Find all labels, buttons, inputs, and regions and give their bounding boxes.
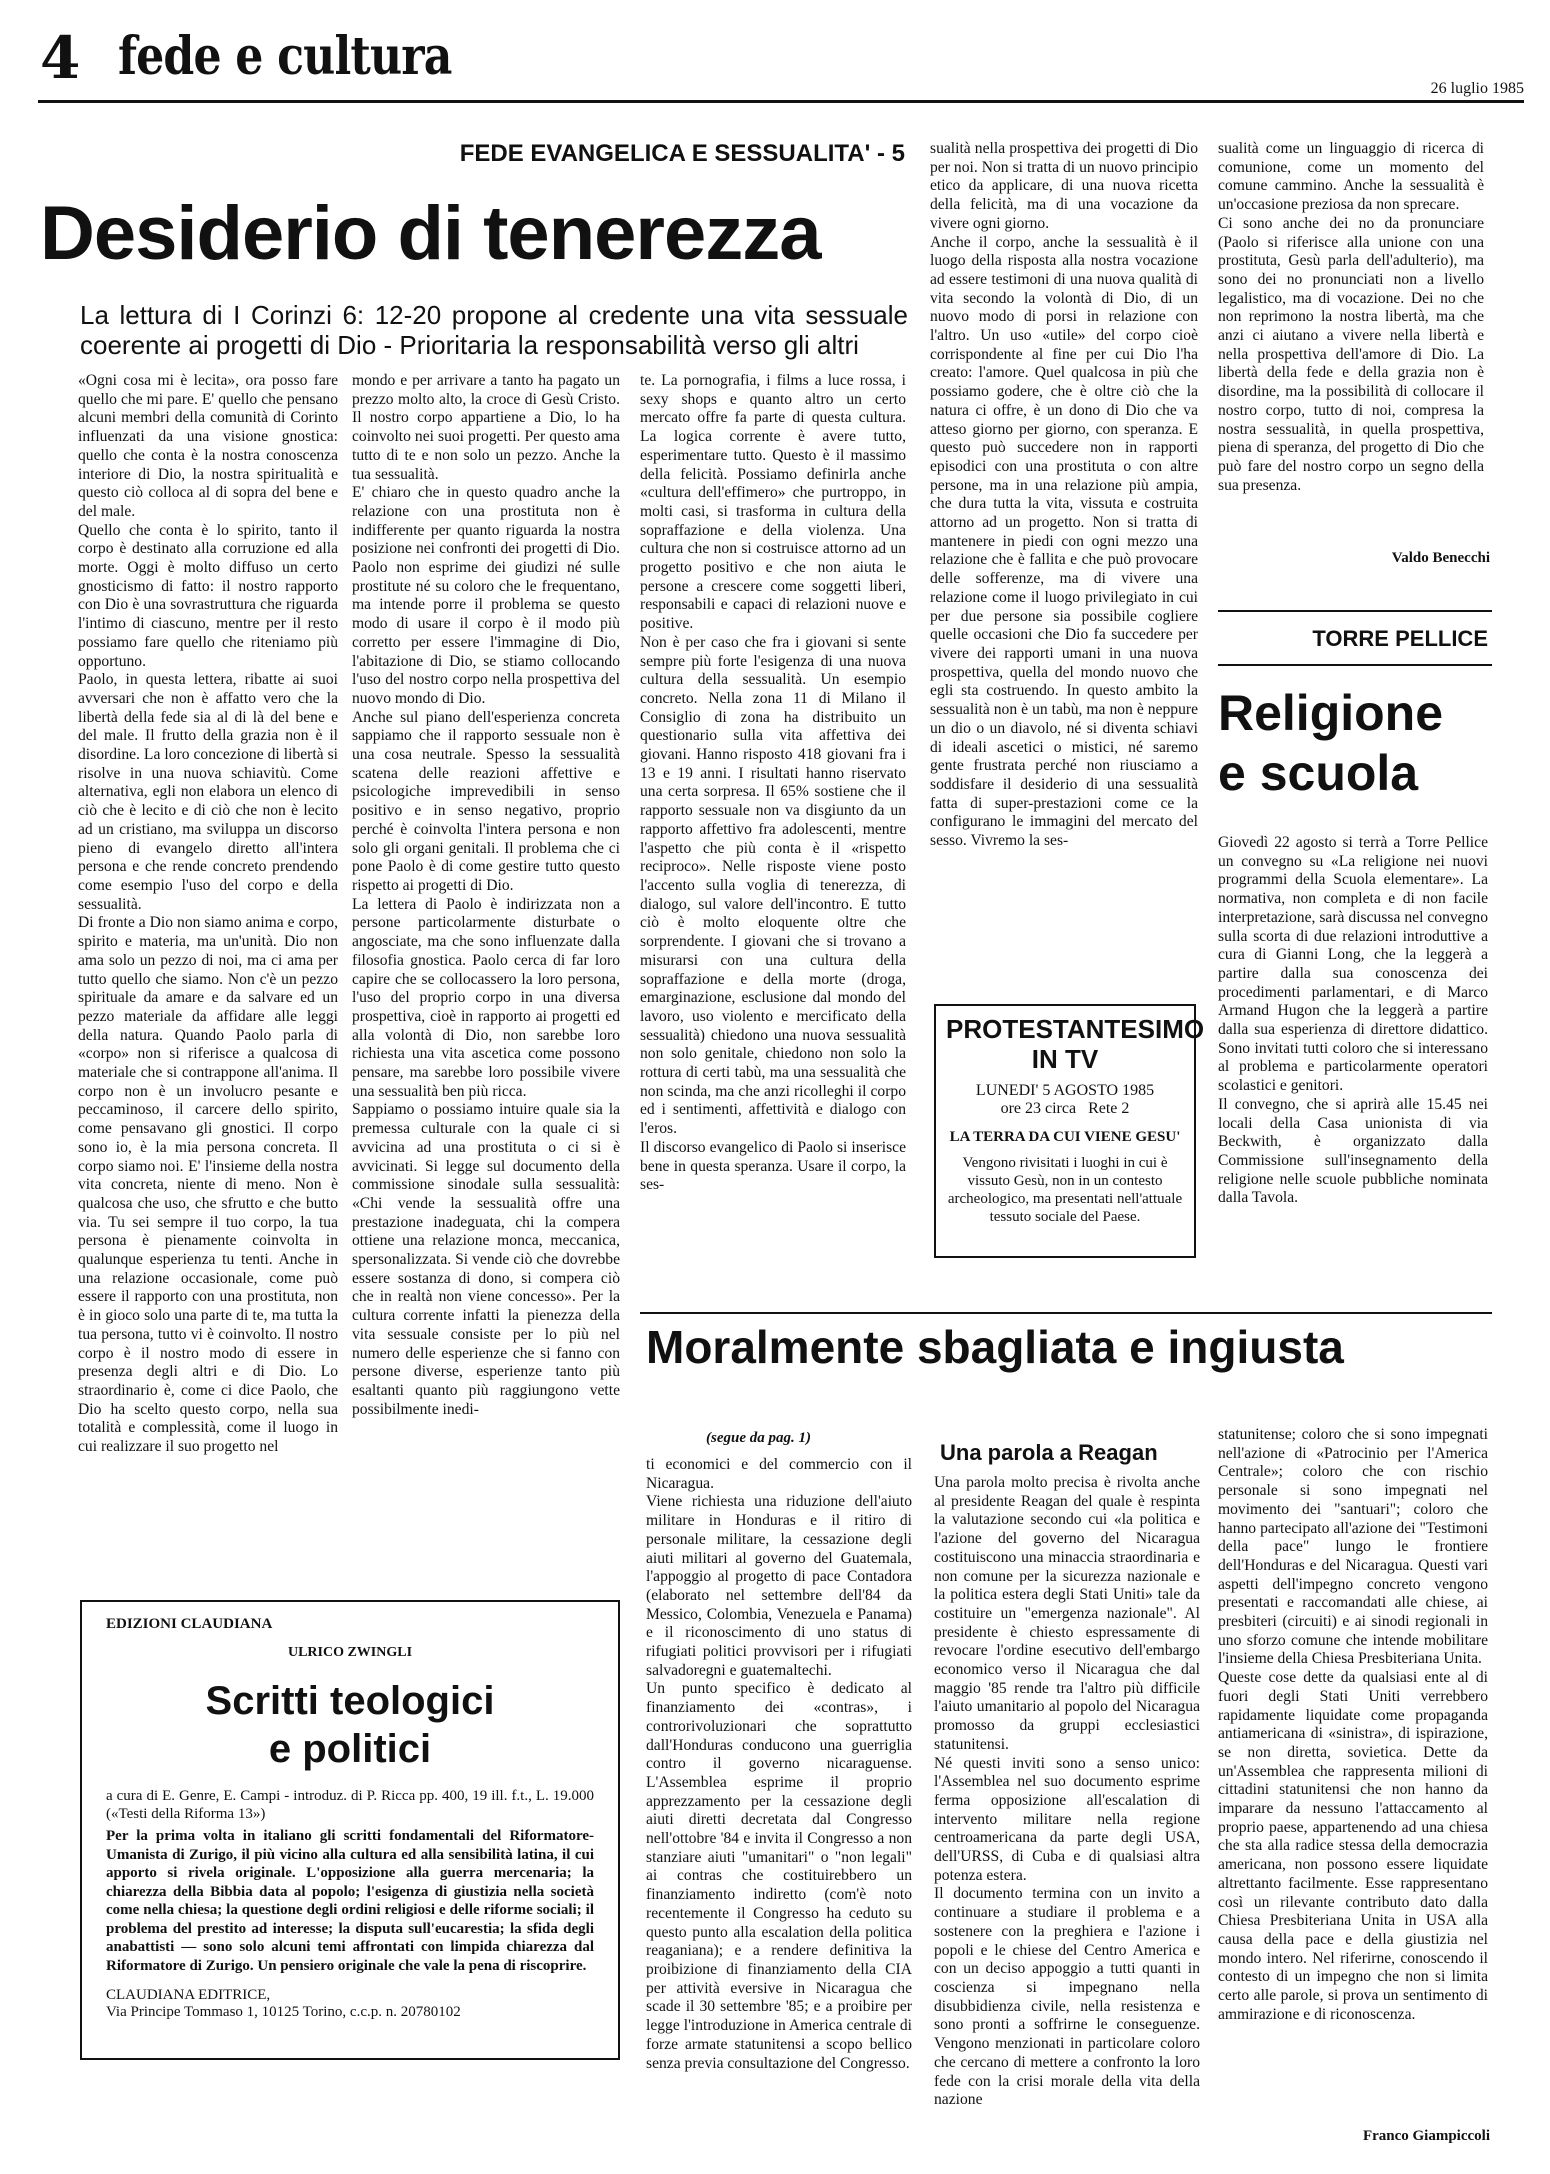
torre-top-rule	[1218, 610, 1492, 612]
article-subtitle: La lettura di I Corinzi 6: 12-20 propone al credente una vita sessuale coerente ai progetti di Dio - Prioritaria la responsabilità verso gli altri	[80, 300, 908, 360]
issue-date: 26 luglio 1985	[1430, 80, 1524, 97]
tv-box	[934, 1004, 1205, 1258]
torre-body-text: Giovedì 22 agosto si terrà a Torre Pellice un convegno su «La religione nei nuovi programmi della Scuola elementare». La normativa, non completa e di non facile interpretazione, sarà discussa nel convegno sulla scorta di due relazioni introduttive a cura di Gianni Long, che la leggerà a partire dalla sua conoscenza dei procedimenti parlamentari, e di Marco Armand Hugon che la leggerà a partire dalla sua esperienza di direttore didattico. Sono invitati tutti coloro che si interessano al problema e particolarmente operatori scolastici e genitori. Il convegno, che si aprirà alle 15.45 nei locali della Casa unionista di via Beckwith, è organizzato dalla Commissione sull'insegnamento della religione nelle scuole pubbliche nominata dalla Tavola.	[1218, 834, 1488, 1207]
tv-schedule-line-1: LUNEDI' 5 AGOSTO 1985	[975, 1082, 1155, 1099]
page-number: 4	[40, 24, 81, 92]
ad-title-line-2: e politici	[268, 1727, 432, 1771]
moral-column-text: statunitense; coloro che si sono impegnati nell'azione di «Patrocinio per l'America Centrale»; coloro che con rischio personale si sono impegnati nel movimento dei "santuari"; coloro che hanno partecipato all'azione dei "Testimoni della pace" lungo le frontiere dell'Honduras e del Nicaragua. Questi vari aspetti dell'impegno concreto vengono presentati e raccomandati alle chiese, ai presbiteri (circuiti) e ai sinodi regionali in uno sforzo comune che intende mobilitare l'insieme della Chiesa Presbiteriana Unita. Queste cose dette da qualsiasi ente al di fuori degli Stati Uniti verrebbero rapidamente liquidate come propaganda antiamericana di «sinistra», di ispirazione, se non diretta, sovietica. Dette da un'Assemblea che rappresenta milioni di cittadini statunitensi che non hanno da imparare da nessuno l'attaccamento al proprio paese, appartenendo ad una chiesa che sta alla radice stessa della democrazia americana, non possono essere liquidate altrettanto facilmente. Esse rappresentano così un rilevante contributo dato dalla Chiesa Presbiteriana Unita in USA alla causa della pace e della giustizia nel mondo intero. Nel riferirne, conoscendo il contesto di un impegno che non si limita certo alle parole, si prova un sentimento di ammirazione e di riconoscenza.	[1218, 1426, 1488, 2023]
moral-column-3	[1218, 1426, 1488, 2126]
article-column-text: sualità come un linguaggio di ricerca di comunione, come un momento del comune cammino. Anche la sessualità è un'occasione preziosa da non sprecare. Ci sono anche dei no da pronunciare (Paolo si riferisce alla unione con una prostituta, Gesù parla dell'adulterio), ma sono dei no pronunciati non a livello legalistico, ma di vocazione. Dei no che non reprimono la nostra libertà, ma che anzi ci aiutano a vivere nella libertà e nella prospettiva dell'amore di Dio. La libertà della fede e della grazia non è disordine, ma la possibilità di collocare il nostro corpo, tutto di noi, compresa la nostra sessualità, in quella prospettiva, piena di speranza, del progetto di Dio che può fare del nostro corpo un segno della sua presenza.	[1218, 140, 1484, 494]
masthead-rule	[38, 100, 1524, 103]
torre-kicker-rule	[1218, 664, 1492, 666]
moral-column-1	[646, 1456, 912, 2156]
article-column-1	[78, 372, 338, 1592]
masthead	[38, 24, 1524, 98]
article-author: Valdo Benecchi	[1391, 550, 1490, 566]
moral-subhead: Una parola a Reagan	[940, 1440, 1158, 1465]
ad-title	[106, 1681, 594, 1769]
moral-top-rule	[640, 1312, 1492, 1314]
ad-contact-line-2: Via Principe Tommaso 1, 10125 Torino, c.c.p. n. 20780102	[106, 2004, 461, 2020]
moral-continued: (segue da pag. 1)	[706, 1430, 811, 1446]
tv-schedule-line-2: ore 23 circa Rete 2	[1000, 1100, 1130, 1117]
tv-program-title: LA TERRA DA CUI VIENE GESU'	[949, 1129, 1181, 1145]
torre-title	[1218, 685, 1492, 801]
article-column-text: sualità nella prospettiva dei progetti di Dio per noi. Non si tratta di un nuovo principio etico da applicare, di una nuova ricetta della felicità, ma di una vocazione da vivere ogni giorno. Anche il corpo, anche la sessualità è il luogo della risposta alla nostra vocazione ad essere testimoni di una nuova qualità di vita secondo la volontà di Dio, di un nuovo modo di porsi in relazione con l'altro. Un uso «utile» del corpo cioè corrispondente al fine per cui Dio l'ha creato: l'amore. Quel qualcosa in più che possiamo godere, che è oltre ciò che la natura ci offre, è un dono di Dio che va atteso giorno per giorno, con speranza. E questo può succedere non in rapporti episodici con una prostituta o con altre persone, ma in una relazione più ampia, che dura tutta la vita, vissuta e costruita attorno ad un progetto. Non si tratta di mantenere in piedi con ogni mezzo una relazione che è fallita e che può provocare delle sofferenze, ma di vivere una relazione come il luogo privilegiato in cui per due persone sia possibile cogliere quelle occasioni che Dio fa succedere per vivere dei rapporti umani in una nuova prospettiva, quella del mondo nuovo che egli sta costruendo. In questo ambito la sessualità non è un tabù, ma non è neppure un dio o un diavolo, né si diventa schiavi di ideali ascetici o mistici, né saremo gente frustrata perché non riusciamo a soddisfare il desiderio di una sessualità fatta di super-prestazioni come ce la configurano le immagini del mercato del sesso. Vivremo la ses-	[930, 140, 1198, 850]
article-column-2	[352, 372, 620, 1592]
moral-title: Moralmente sbagliata e ingiusta	[646, 1321, 1344, 1373]
torre-title-line-2: e scuola	[1218, 745, 1419, 801]
ad-box	[80, 1600, 620, 2060]
ad-author: ULRICO ZWINGLI	[287, 1645, 413, 1660]
torre-body	[1218, 834, 1488, 1354]
torre-title-line-1: Religione	[1218, 685, 1444, 741]
tv-description: Vengono rivisitati i luoghi in cui è vissuto Gesù, non in un contesto archeologico, ma presentati nell'attuale tessuto sociale del Paese.	[947, 1155, 1183, 1225]
article-column-text: «Ogni cosa mi è lecita», ora posso fare quello che mi pare. E' quello che pensano alcuni membri della comunità di Corinto influenzati da una visione gnostica: quello che conta è la nostra conoscenza interiore di Dio, la nostra spiritualità e questo ciò colloca al di sopra del bene e del male. Quello che conta è lo spirito, tanto il corpo è destinato alla corruzione ed alla morte. Oggi è molto diffuso un certo gnosticismo di fatto: il nostro rapporto con Dio è una sovrastruttura che riguarda l'intimo di ciascuno, mentre per il resto possiamo fare quello che riteniamo più opportuno. Paolo, in questa lettera, ribatte ai suoi avversari che non è affatto vero che la libertà della fede sia al di là del bene e del male. Il frutto della grazia non è il disordine. La loro concezione di libertà si risolve in una nuova schiavitù. Come alternativa, egli non elabora un elenco di ciò che è lecito e di ciò che non è lecito ad un cristiano, ma sviluppa un discorso pieno di evangelo diretto all'intera persona e che rende concreto prendendo come esempio l'uso del corpo e della sessualità. Di fronte a Dio non siamo anima e corpo, spirito e materia, ma un'unità. Dio non ama solo un pezzo di noi, ma ci ama per tutto quello che siamo. Non c'è un pezzo spirituale da amare e da salvare ed un pezzo materiale da affidare alle leggi della natura. Quando Paolo parla di «corpo» non si riferisce a qualcosa di materiale che si contrappone all'anima. Il corpo non è un involucro pesante e peccaminoso, il carcere dello spirito, come pensavano gli gnostici. Il corpo sono io, è la mia persona concreta. Il corpo siamo noi. E' l'insieme della nostra vita concreta, niente di meno. Non è qualcosa che uso, che sfrutto e che butto via. Tu sei sempre il tuo corpo, la tua persona è pienamente coinvolta in qualunque esperienza tu tenti. Anche in una relazione occasionale, come può essere il rapporto con una prostituta, non è in gioco solo una parte di te, ma tutta la tua persona, tutto vi è coinvolto. Il nostro corpo è il nostro modo di essere in presenza degli altri e di Dio. Lo straordinario è, come ci dice Paolo, che Dio ha scelto questo corpo, nella sua totalità e complessità, come il luogo in cui realizzare il suo progetto nel	[78, 372, 338, 1456]
ad-description: Per la prima volta in italiano gli scritti fondamentali del Riformatore-Umanista di Zurigo, il più vicino alla cultura ed alla sensibilità latina, il cui apporto si rivela originale. L'opposizione alla guerra mercenaria; la chiarezza della Bibbia data al popolo; l'esigenza di giustizia nella società come nella chiesa; la questione degli ordini religiosi e delle riforme sociali; il problema del prestito ad interesse; la disputa sull'eucarestia; la sfida degli anabattisti — sono solo alcuni temi affrontati con limpida chiarezza dal Riformatore di Zurigo. Un pensiero originale che vale la pena di riscoprire.	[106, 1828, 594, 1974]
ad-credits: a cura di E. Genre, E. Campi - introduz. di P. Ricca pp. 400, 19 ill. f.t., L. 19.000 («Testi della Riforma 13»)	[106, 1788, 594, 1822]
moral-column-2	[934, 1474, 1200, 2156]
ad-contact-line-1: CLAUDIANA EDITRICE,	[106, 1987, 271, 2003]
section-name: fede e cultura	[118, 26, 452, 87]
article-column-text: te. La pornografia, i films a luce rossa, i sexy shops e quanto altro un certo mercato offre fa parte di questa cultura. La logica corrente è avere tutto, esperimentare tutto. Questo è il massimo della felicità. Possiamo definirla anche «cultura dell'effimero» che purtroppo, in molti casi, si trasforma in cultura della sopraffazione e della violenza. Una cultura che non si costruisce attorno ad un progetto positivo e che non aiuta le persone a crescere come soggetti liberi, responsabili e capaci di relazioni nuove e positive. Non è per caso che fra i giovani si sente sempre più forte l'esigenza di una nuova cultura della sessualità. Un esempio concreto. Nella zona 11 di Milano il Consiglio di zona ha distribuito un questionario sulla vita affettiva dei giovani. Hanno risposto 418 giovani fra i 13 e 19 anni. I risultati hanno riservato una certa sorpresa. Il 65% sostiene che il rapporto sessuale non va disgiunto da un rapporto affettivo fra adolescenti, mentre l'aspetto che più conta è il «rispetto reciproco». Nelle risposte viene posto l'accento sulla voglia di tenerezza, di dialogo, sul valore dell'incontro. E tutto ciò è molto eloquente oltre che sorprendente. I giovani che si trovano a misurarsi con una cultura della sopraffazione e della morte (droga, emarginazione, esclusione dal mondo del lavoro, uso violento e mercificato della sessualità) chiedono una nuova sessualità non solo genitale, chiedono non solo la rottura di certi tabù, ma una sessualità che non scinda, ma che anzi ricolleghi il corpo ed i sentimenti, affettività e dialogo con l'eros. Il discorso evangelico di Paolo si inserisce bene in questa speranza. Usare il corpo, la ses-	[640, 372, 906, 1194]
article-column-text: mondo e per arrivare a tanto ha pagato un prezzo molto alto, la croce di Gesù Cristo. Il nostro corpo appartiene a Dio, lo ha coinvolto nei suoi progetti. Per questo ama tutto di te e non solo un pezzo. Anche la tua sessualità. E' chiaro che in questo quadro anche la relazione con una prostituta non è indifferente per quanto riguarda la nostra posizione nei confronti dei progetti di Dio. Paolo non esprime dei giudizi né sulle prostitute né su coloro che le frequentano, ma intende porre il problema se questo modo di usare il corpo è il modo più corretto per essere l'immagine di Dio, l'abitazione di Dio, se stiamo collocando l'uso del nostro corpo nella prospettiva del nuovo mondo di Dio. Anche sul piano dell'esperienza concreta sappiamo che il rapporto sessuale non è una cosa neutrale. Spesso la sessualità scatena delle reazioni affettive e psicologiche imprevedibili in senso positivo e in senso negativo, proprio perché è coinvolta l'intera persona e non solo gli organi genitali. Il problema che ci pone Paolo è di come gestire tutto questo rispetto ai progetti di Dio. La lettera di Paolo è indirizzata non a persone particolarmente disturbate o angosciate, ma che sono influenzate dalla filosofia gnostica. Paolo cerca di far loro capire che se collocassero la loro persona, l'uso del proprio corpo in una diversa prospettiva, cioè in rapporto ai progetti ed alla volontà di Dio, non sarebbe loro richiesta una vita ascetica come possono pensare, ma sarebbe loro possibile vivere una sessualità ben più ricca. Sappiamo o possiamo intuire quale sia la premessa culturale con la quale ci si avvicina ad una prostituta o ci si è avvicinati. Si legge sul documento della commissione sinodale sulla sessualità: «Chi vende la sessualità offre una prestazione inadeguata, chi la compera ottiene una relazione monca, meccanica, spersonalizzata. Si vende ciò che dovrebbe essere sostanza di dono, si compera ciò che in realtà non viene concesso». Per la cultura corrente infatti la pienezza della vita sessuale consiste per lo più nel numero delle esperienze che si fanno con persone diverse, esperienze tanto più esaltanti quanto più raggiungono vette possibilmente inedi-	[352, 372, 620, 1418]
article-kicker: FEDE EVANGELICA E SESSUALITA' - 5	[459, 140, 905, 167]
moral-column-text: Una parola molto precisa è rivolta anche al presidente Reagan del quale è respinta la valutazione secondo cui «la politica e l'azione del governo del Nicaragua costituiscono una minaccia straordinaria e non comune per la sicurezza nazionale e la politica estera degli Stati Uniti» tale da costituire un "emergenza nazionale". Al presidente è chiesto espressamente di revocare l'ordine esecutivo dell'embargo economico verso il Nicaragua che dal maggio '85 rende tra l'altro più difficile l'aiuto umanitario al popolo del Nicaragua promosso da gruppi ecclesiastici statunitensi. Né questi inviti sono a senso unico: l'Assemblea nel suo documento esprime ferma opposizione all'escalation di intervento militare nella regione centroamericana da parte degli USA, dell'URSS, di Cuba e di qualsiasi altra potenza estera. Il documento termina con un invito a continuare a studiare il problema e a sostenere con la preghiera e l'azione i popoli e le chiese del Centro America e con un deciso appoggio a tutti quanti in coscienza si impegnano nella disubbidienza civile, nella resistenza e sono pronti a soffrirne le conseguenze. Vengono menzionati in particolare coloro che cercano di mettere a confronto la loro fede con la crisi morale della vita della nazione	[934, 1474, 1200, 2109]
ad-publisher: EDIZIONI CLAUDIANA	[106, 1616, 273, 1632]
article-column-3	[640, 372, 906, 1552]
ad-title-line-1: Scritti teologici	[205, 1679, 495, 1723]
tv-box-title: PROTESTANTESIMO IN TV	[946, 1014, 1205, 1074]
article-column-5	[1218, 140, 1484, 540]
moral-column-text: ti economici e del commercio con il Nicaragua. Viene richiesta una riduzione dell'aiuto militare in Honduras e il ritiro di personale militare, la cessazione degli aiuti militari al governo del Guatemala, l'appoggio al progetto di pace Contadora (elaborato nel settembre dell'84 da Messico, Colombia, Venezuela e Panama) e il riconoscimento di uno status di rifugiati politici provvisori per i rifugiati salvadoregni e guatemaltechi. Un punto specifico è dedicato al finanziamento dei «contras», i controrivoluzionari che soprattutto dall'Honduras conducono una guerriglia contro il governo nicaraguense. L'Assemblea esprime il proprio apprezzamento per la cessazione degli aiuti diretti decretata dal Congresso nell'ottobre '84 e invita il Congresso a non stanziare aiuti "umanitari" o "non legali" ai contras che costituirebbero un finanziamento indiretto (com'è noto recentemente il Congresso ha ceduto su questo punto alla escalation della politica reaganiana); e a rendere definitiva la proibizione di finanziamento della CIA per attività eversive in Nicaragua che scade il 30 settembre '85; e a proibire per legge l'introduzione in America centrale di forze armate statunitensi a scopo bellico senza previa consultazione del Congresso.	[646, 1456, 912, 2072]
article-title: Desiderio di tenerezza	[40, 191, 821, 276]
torre-kicker: TORRE PELLICE	[1312, 626, 1488, 651]
moral-author: Franco Giampiccoli	[1362, 2128, 1490, 2144]
